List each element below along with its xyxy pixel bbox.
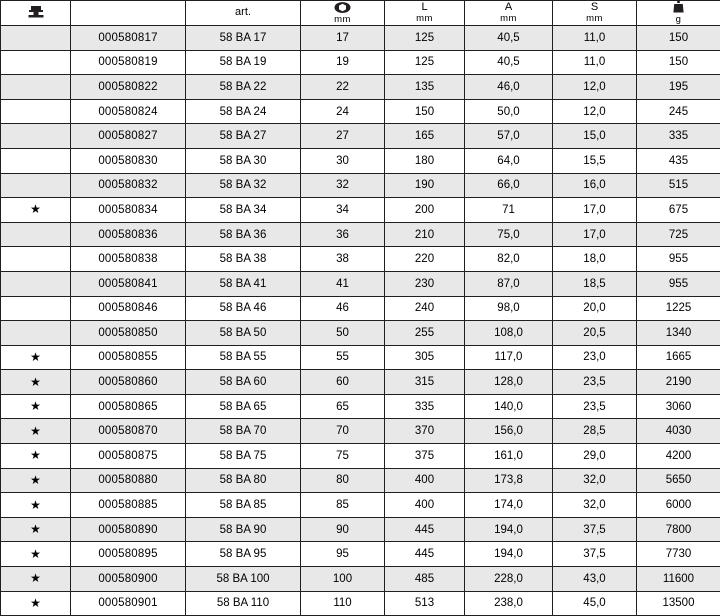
cell-s: 17,0 [553, 198, 637, 223]
cell-star [1, 99, 71, 124]
cell-s: 37,5 [553, 517, 637, 542]
cell-weight: 955 [637, 247, 720, 272]
table-header [1, 1, 720, 26]
table-row [1, 394, 720, 419]
column-header-length [385, 1, 465, 26]
cell-code: 000580895 [71, 542, 186, 567]
star-icon: ★ [30, 473, 41, 487]
cell-diameter: 80 [301, 468, 385, 493]
cell-s: 15,0 [553, 124, 637, 149]
cell-length: 315 [385, 370, 465, 395]
star-icon: ★ [30, 596, 41, 610]
cell-star [1, 345, 71, 370]
cell-s: 45,0 [553, 591, 637, 616]
cell-s: 43,0 [553, 567, 637, 592]
cell-art: 58 BA 27 [186, 124, 301, 149]
cell-art: 58 BA 32 [186, 173, 301, 198]
cell-weight: 7730 [637, 542, 720, 567]
cell-art: 58 BA 75 [186, 444, 301, 469]
cell-art: 58 BA 19 [186, 50, 301, 75]
cell-s: 12,0 [553, 75, 637, 100]
cell-weight: 150 [637, 50, 720, 75]
column-header-s [553, 1, 637, 26]
cell-weight: 725 [637, 222, 720, 247]
cell-a: 194,0 [465, 517, 553, 542]
cell-s: 32,0 [553, 493, 637, 518]
cell-star [1, 124, 71, 149]
cell-diameter: 38 [301, 247, 385, 272]
column-header-length-label: L [421, 2, 427, 14]
column-header-art-label: art. [235, 7, 251, 19]
cell-s: 20,0 [553, 296, 637, 321]
cell-weight: 5650 [637, 468, 720, 493]
cell-s: 11,0 [553, 50, 637, 75]
cell-diameter: 110 [301, 591, 385, 616]
cell-s: 15,5 [553, 148, 637, 173]
cell-star [1, 247, 71, 272]
cell-weight: 4030 [637, 419, 720, 444]
cell-star [1, 468, 71, 493]
cell-a: 140,0 [465, 394, 553, 419]
cell-s: 23,5 [553, 370, 637, 395]
table-row [1, 124, 720, 149]
cell-art: 58 BA 22 [186, 75, 301, 100]
cell-code: 000580850 [71, 321, 186, 346]
cell-art: 58 BA 50 [186, 321, 301, 346]
cell-a: 82,0 [465, 247, 553, 272]
cell-length: 513 [385, 591, 465, 616]
cell-diameter: 32 [301, 173, 385, 198]
cell-weight: 195 [637, 75, 720, 100]
cell-a: 66,0 [465, 173, 553, 198]
cell-star [1, 394, 71, 419]
cell-code: 000580900 [71, 567, 186, 592]
table-row [1, 222, 720, 247]
table-body [1, 25, 720, 615]
cell-a: 161,0 [465, 444, 553, 469]
cell-weight: 335 [637, 124, 720, 149]
cell-a: 98,0 [465, 296, 553, 321]
cell-length: 400 [385, 493, 465, 518]
cell-diameter: 65 [301, 394, 385, 419]
column-header-weight [637, 1, 720, 26]
star-icon: ★ [30, 350, 41, 364]
cell-weight: 1665 [637, 345, 720, 370]
cell-code: 000580890 [71, 517, 186, 542]
cell-length: 230 [385, 271, 465, 296]
cell-art: 58 BA 17 [186, 25, 301, 50]
cell-s: 28,5 [553, 419, 637, 444]
cell-art: 58 BA 38 [186, 247, 301, 272]
cell-length: 335 [385, 394, 465, 419]
cell-art: 58 BA 80 [186, 468, 301, 493]
table-row [1, 370, 720, 395]
cell-weight: 13500 [637, 591, 720, 616]
cell-weight: 4200 [637, 444, 720, 469]
cell-length: 200 [385, 198, 465, 223]
star-icon: ★ [30, 448, 41, 462]
column-header-diameter-unit: mm [334, 15, 351, 25]
cell-star [1, 75, 71, 100]
cell-star [1, 517, 71, 542]
cell-s: 32,0 [553, 468, 637, 493]
cell-s: 29,0 [553, 444, 637, 469]
cell-star [1, 271, 71, 296]
cell-diameter: 90 [301, 517, 385, 542]
cell-art: 58 BA 90 [186, 517, 301, 542]
cell-code: 000580817 [71, 25, 186, 50]
column-header-s-label: S [591, 2, 598, 14]
cell-code: 000580901 [71, 591, 186, 616]
cell-code: 000580836 [71, 222, 186, 247]
column-header-vise [1, 1, 71, 26]
star-icon: ★ [30, 202, 41, 216]
cell-length: 150 [385, 99, 465, 124]
cell-length: 400 [385, 468, 465, 493]
cell-weight: 2190 [637, 370, 720, 395]
cell-code: 000580830 [71, 148, 186, 173]
cell-code: 000580865 [71, 394, 186, 419]
cell-length: 445 [385, 517, 465, 542]
column-header-code [71, 1, 186, 26]
star-icon: ★ [30, 571, 41, 585]
cell-code: 000580855 [71, 345, 186, 370]
column-header-art [186, 1, 301, 26]
cell-art: 58 BA 110 [186, 591, 301, 616]
cell-code: 000580875 [71, 444, 186, 469]
star-icon: ★ [30, 522, 41, 536]
cell-a: 64,0 [465, 148, 553, 173]
cell-length: 135 [385, 75, 465, 100]
cell-diameter: 17 [301, 25, 385, 50]
cell-art: 58 BA 85 [186, 493, 301, 518]
star-icon: ★ [30, 375, 41, 389]
cell-s: 23,5 [553, 394, 637, 419]
table-row [1, 567, 720, 592]
cell-diameter: 60 [301, 370, 385, 395]
table-row [1, 75, 720, 100]
cell-a: 156,0 [465, 419, 553, 444]
cell-weight: 1340 [637, 321, 720, 346]
cell-code: 000580838 [71, 247, 186, 272]
cell-s: 11,0 [553, 25, 637, 50]
cell-diameter: 30 [301, 148, 385, 173]
column-header-s-unit: mm [586, 14, 603, 24]
table-row [1, 517, 720, 542]
weight-icon [673, 1, 684, 14]
table-row [1, 148, 720, 173]
cell-s: 18,0 [553, 247, 637, 272]
cell-a: 194,0 [465, 542, 553, 567]
cell-s: 16,0 [553, 173, 637, 198]
cell-code: 000580832 [71, 173, 186, 198]
cell-diameter: 34 [301, 198, 385, 223]
cell-star [1, 222, 71, 247]
cell-art: 58 BA 24 [186, 99, 301, 124]
cell-diameter: 24 [301, 99, 385, 124]
cell-diameter: 55 [301, 345, 385, 370]
cell-star [1, 370, 71, 395]
header-row [1, 1, 720, 26]
hex-profile-icon [334, 1, 351, 14]
cell-diameter: 22 [301, 75, 385, 100]
cell-a: 71 [465, 198, 553, 223]
cell-length: 375 [385, 444, 465, 469]
cell-star [1, 50, 71, 75]
cell-art: 58 BA 100 [186, 567, 301, 592]
cell-length: 445 [385, 542, 465, 567]
table-row [1, 271, 720, 296]
table-row [1, 493, 720, 518]
column-header-diameter [301, 1, 385, 26]
cell-length: 305 [385, 345, 465, 370]
cell-a: 40,5 [465, 50, 553, 75]
cell-weight: 150 [637, 25, 720, 50]
cell-diameter: 46 [301, 296, 385, 321]
cell-code: 000580819 [71, 50, 186, 75]
cell-weight: 435 [637, 148, 720, 173]
cell-star [1, 198, 71, 223]
cell-length: 165 [385, 124, 465, 149]
cell-code: 000580885 [71, 493, 186, 518]
cell-s: 20,5 [553, 321, 637, 346]
cell-star [1, 296, 71, 321]
cell-weight: 955 [637, 271, 720, 296]
cell-art: 58 BA 36 [186, 222, 301, 247]
cell-diameter: 41 [301, 271, 385, 296]
cell-art: 58 BA 60 [186, 370, 301, 395]
cell-weight: 6000 [637, 493, 720, 518]
cell-diameter: 75 [301, 444, 385, 469]
cell-s: 37,5 [553, 542, 637, 567]
cell-art: 58 BA 30 [186, 148, 301, 173]
cell-code: 000580834 [71, 198, 186, 223]
table-row [1, 173, 720, 198]
cell-code: 000580870 [71, 419, 186, 444]
cell-a: 108,0 [465, 321, 553, 346]
cell-length: 255 [385, 321, 465, 346]
cell-length: 485 [385, 567, 465, 592]
star-icon: ★ [30, 547, 41, 561]
cell-weight: 7800 [637, 517, 720, 542]
table-row [1, 296, 720, 321]
column-header-a-label: A [505, 2, 512, 14]
cell-diameter: 70 [301, 419, 385, 444]
cell-weight: 3060 [637, 394, 720, 419]
cell-a: 87,0 [465, 271, 553, 296]
cell-length: 125 [385, 25, 465, 50]
cell-star [1, 173, 71, 198]
cell-star [1, 591, 71, 616]
table-row [1, 321, 720, 346]
cell-weight: 1225 [637, 296, 720, 321]
cell-star [1, 444, 71, 469]
table-row [1, 542, 720, 567]
cell-weight: 515 [637, 173, 720, 198]
cell-diameter: 50 [301, 321, 385, 346]
cell-length: 210 [385, 222, 465, 247]
cell-weight: 245 [637, 99, 720, 124]
star-icon: ★ [30, 399, 41, 413]
star-icon: ★ [30, 498, 41, 512]
cell-art: 58 BA 34 [186, 198, 301, 223]
table-row [1, 468, 720, 493]
cell-star [1, 493, 71, 518]
cell-length: 240 [385, 296, 465, 321]
cell-weight: 675 [637, 198, 720, 223]
cell-a: 174,0 [465, 493, 553, 518]
cell-star [1, 542, 71, 567]
cell-diameter: 36 [301, 222, 385, 247]
cell-art: 58 BA 95 [186, 542, 301, 567]
table-row [1, 444, 720, 469]
cell-a: 75,0 [465, 222, 553, 247]
cell-a: 40,5 [465, 25, 553, 50]
cell-a: 238,0 [465, 591, 553, 616]
table-row [1, 419, 720, 444]
cell-length: 190 [385, 173, 465, 198]
table-row [1, 198, 720, 223]
cell-length: 370 [385, 419, 465, 444]
cell-a: 228,0 [465, 567, 553, 592]
cell-a: 173,8 [465, 468, 553, 493]
cell-art: 58 BA 46 [186, 296, 301, 321]
cell-star [1, 567, 71, 592]
cell-code: 000580860 [71, 370, 186, 395]
column-header-a [465, 1, 553, 26]
cell-s: 17,0 [553, 222, 637, 247]
column-header-a-unit: mm [500, 14, 517, 24]
cell-code: 000580846 [71, 296, 186, 321]
cell-a: 46,0 [465, 75, 553, 100]
table-row [1, 591, 720, 616]
table-row [1, 25, 720, 50]
column-header-weight-unit: g [676, 15, 682, 25]
cell-a: 50,0 [465, 99, 553, 124]
cell-diameter: 85 [301, 493, 385, 518]
vise-icon [28, 5, 44, 19]
cell-art: 58 BA 65 [186, 394, 301, 419]
cell-art: 58 BA 55 [186, 345, 301, 370]
cell-weight: 11600 [637, 567, 720, 592]
cell-code: 000580822 [71, 75, 186, 100]
cell-a: 117,0 [465, 345, 553, 370]
table-row [1, 99, 720, 124]
cell-star [1, 321, 71, 346]
cell-code: 000580880 [71, 468, 186, 493]
cell-code: 000580827 [71, 124, 186, 149]
cell-code: 000580841 [71, 271, 186, 296]
cell-length: 220 [385, 247, 465, 272]
cell-a: 57,0 [465, 124, 553, 149]
cell-art: 58 BA 41 [186, 271, 301, 296]
table-row [1, 50, 720, 75]
cell-diameter: 19 [301, 50, 385, 75]
cell-s: 23,0 [553, 345, 637, 370]
star-icon: ★ [30, 424, 41, 438]
cell-diameter: 95 [301, 542, 385, 567]
cell-star [1, 419, 71, 444]
table-row [1, 247, 720, 272]
cell-star [1, 25, 71, 50]
column-header-length-unit: mm [416, 14, 433, 24]
cell-star [1, 148, 71, 173]
cell-code: 000580824 [71, 99, 186, 124]
cell-length: 180 [385, 148, 465, 173]
cell-art: 58 BA 70 [186, 419, 301, 444]
cell-s: 18,5 [553, 271, 637, 296]
cell-s: 12,0 [553, 99, 637, 124]
cell-a: 128,0 [465, 370, 553, 395]
cell-length: 125 [385, 50, 465, 75]
table-row [1, 345, 720, 370]
cell-diameter: 27 [301, 124, 385, 149]
cell-diameter: 100 [301, 567, 385, 592]
